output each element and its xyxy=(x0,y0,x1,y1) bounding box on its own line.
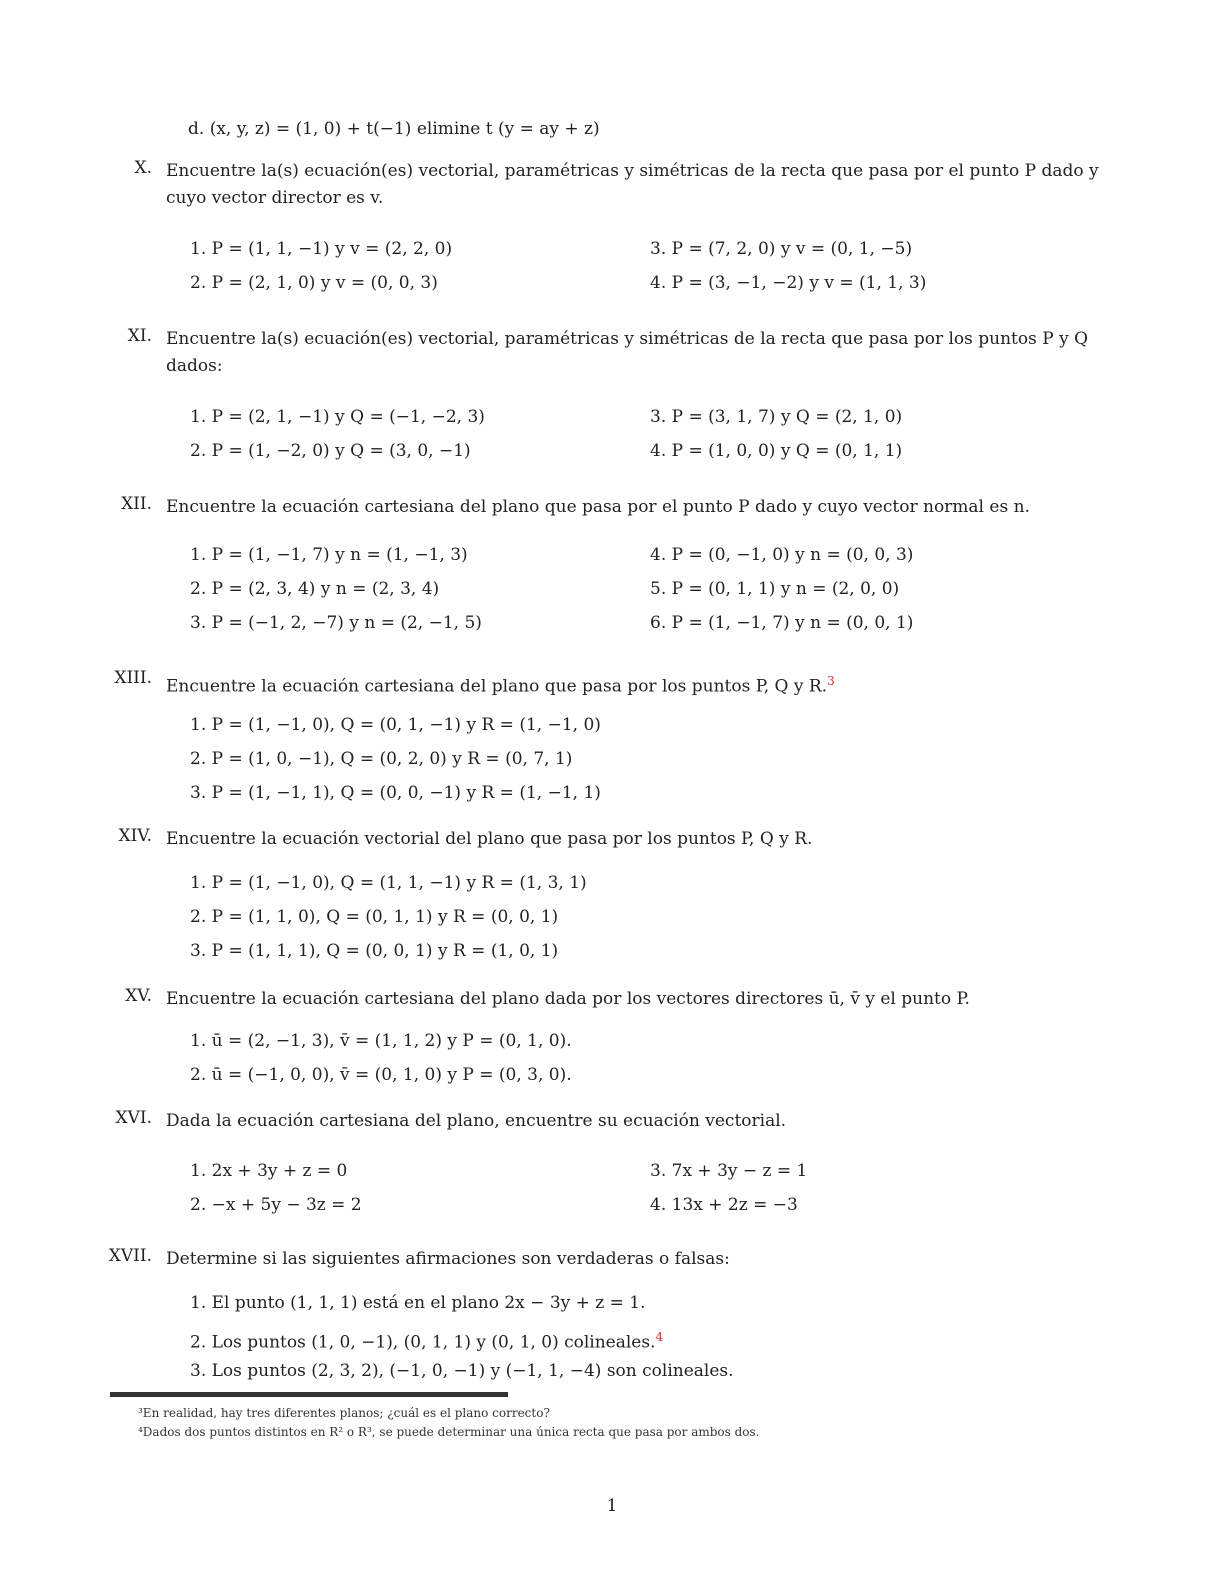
list-item: 1. P = (2, 1, −1) y Q = (−1, −2, 3) xyxy=(190,407,485,427)
list-item: 3. P = (−1, 2, −7) y n = (2, −1, 5) xyxy=(190,613,482,633)
problem-statement: Encuentre la(s) ecuación(es) vectorial, paramétricas y simétricas de la recta que pasa por el punto P dado y cuyo vector director es v. xyxy=(166,161,1099,208)
list-item: 4. P = (3, −1, −2) y v = (1, 1, 3) xyxy=(650,273,927,293)
list-item: 1. ū = (2, −1, 3), v̄ = (1, 1, 2) y P = (0, 1, 0). xyxy=(190,1031,572,1051)
problem-statement: Dada la ecuación cartesiana del plano, encuentre su ecuación vectorial. xyxy=(166,1111,787,1131)
problem-statement: Encuentre la ecuación cartesiana del plano dada por los vectores directores ū, v̄ y el punto P. xyxy=(166,989,970,1009)
footnote: ⁴Dados dos puntos distintos en R² o R³, se puede determinar una única recta que pasa por ambos dos. xyxy=(138,1425,760,1439)
list-item: 6. P = (1, −1, 7) y n = (0, 0, 1) xyxy=(650,613,914,633)
problem-items xyxy=(190,542,1110,636)
problem-items xyxy=(190,712,1110,806)
list-item: 3. P = (1, −1, 1), Q = (0, 0, −1) y R = (1, −1, 1) xyxy=(190,783,601,803)
list-item: 1. P = (1, −1, 7) y n = (1, −1, 3) xyxy=(190,545,468,565)
problem-items xyxy=(190,236,1110,296)
list-item: 1. El punto (1, 1, 1) está en el plano 2x − 3y + z = 1. xyxy=(190,1293,646,1313)
list-item: 5. P = (0, 1, 1) y n = (2, 0, 0) xyxy=(650,579,900,599)
problem-number: X. xyxy=(134,158,152,178)
problem-number: XIII. xyxy=(114,668,152,688)
list-item: 1. P = (1, 1, −1) y v = (2, 2, 0) xyxy=(190,239,453,259)
item-text: 2. Los puntos (1, 0, −1), (0, 1, 1) y (0, 1, 0) colineales. xyxy=(190,1332,656,1353)
list-item xyxy=(190,1324,1110,1353)
list-item: 3. P = (1, 1, 1), Q = (0, 0, 1) y R = (1, 0, 1) xyxy=(190,941,559,961)
list-item: 3. P = (7, 2, 0) y v = (0, 1, −5) xyxy=(650,239,913,259)
problem-number: XV. xyxy=(125,986,152,1006)
list-item: 4. P = (1, 0, 0) y Q = (0, 1, 1) xyxy=(650,441,903,461)
problem-number: XII. xyxy=(121,494,152,514)
footnote-rule xyxy=(110,1392,508,1397)
list-item: 2. P = (1, 0, −1), Q = (0, 2, 0) y R = (0, 7, 1) xyxy=(190,749,573,769)
footnote-marker: 4 xyxy=(655,1330,664,1344)
problem-items xyxy=(190,1290,1110,1384)
list-item: 2. ū = (−1, 0, 0), v̄ = (0, 1, 0) y P = (0, 3, 0). xyxy=(190,1065,572,1085)
list-item: 1. 2x + 3y + z = 0 xyxy=(190,1161,348,1181)
problem-number: XVI. xyxy=(115,1108,152,1128)
problem-statement: Encuentre la ecuación cartesiana del plano que pasa por el punto P dado y cuyo vector normal es n. xyxy=(166,497,1030,517)
problem-number: XI. xyxy=(127,326,152,346)
list-item: 2. P = (2, 1, 0) y v = (0, 0, 3) xyxy=(190,273,438,293)
problem-statement: Encuentre la(s) ecuación(es) vectorial, paramétricas y simétricas de la recta que pasa por los puntos P y Q dados: xyxy=(166,329,1089,376)
problem-number: XIV. xyxy=(118,826,152,846)
list-item: 3. Los puntos (2, 3, 2), (−1, 0, −1) y (−1, 1, −4) son colineales. xyxy=(190,1361,734,1381)
list-item: 4. P = (0, −1, 0) y n = (0, 0, 3) xyxy=(650,545,914,565)
list-item: 2. P = (1, 1, 0), Q = (0, 1, 1) y R = (0, 0, 1) xyxy=(190,907,559,927)
list-item: 1. P = (1, −1, 0), Q = (1, 1, −1) y R = (1, 3, 1) xyxy=(190,873,587,893)
list-item: 4. 13x + 2z = −3 xyxy=(650,1195,798,1215)
problem-items xyxy=(190,404,1110,464)
list-item: 2. P = (1, −2, 0) y Q = (3, 0, −1) xyxy=(190,441,471,461)
statement-text: Encuentre la ecuación cartesiana del plano que pasa por los puntos P, Q y R. xyxy=(166,676,828,697)
list-item: 3. 7x + 3y − z = 1 xyxy=(650,1161,808,1181)
problem-statement xyxy=(166,668,1106,701)
list-item: 1. P = (1, −1, 0), Q = (0, 1, −1) y R = (1, −1, 0) xyxy=(190,715,601,735)
problem-items xyxy=(190,1158,1110,1218)
carryover-item: d. (x, y, z) = (1, 0) + t(−1) elimine t (y = ay + z) xyxy=(188,119,600,139)
list-item: 3. P = (3, 1, 7) y Q = (2, 1, 0) xyxy=(650,407,903,427)
footnote: ³En realidad, hay tres diferentes planos; ¿cuál es el plano correcto? xyxy=(138,1406,550,1420)
problem-items xyxy=(190,870,1110,964)
list-item: 2. P = (2, 3, 4) y n = (2, 3, 4) xyxy=(190,579,440,599)
problem-number: XVII. xyxy=(108,1246,152,1266)
problem-statement: Determine si las siguientes afirmaciones son verdaderas o falsas: xyxy=(166,1249,730,1269)
problem-statement: Encuentre la ecuación vectorial del plano que pasa por los puntos P, Q y R. xyxy=(166,829,813,849)
page-number: 1 xyxy=(606,1496,618,1516)
list-item: 2. −x + 5y − 3z = 2 xyxy=(190,1195,362,1215)
footnotes xyxy=(138,1404,1038,1442)
problem-items xyxy=(190,1028,1110,1088)
footnote-marker: 3 xyxy=(827,674,835,688)
